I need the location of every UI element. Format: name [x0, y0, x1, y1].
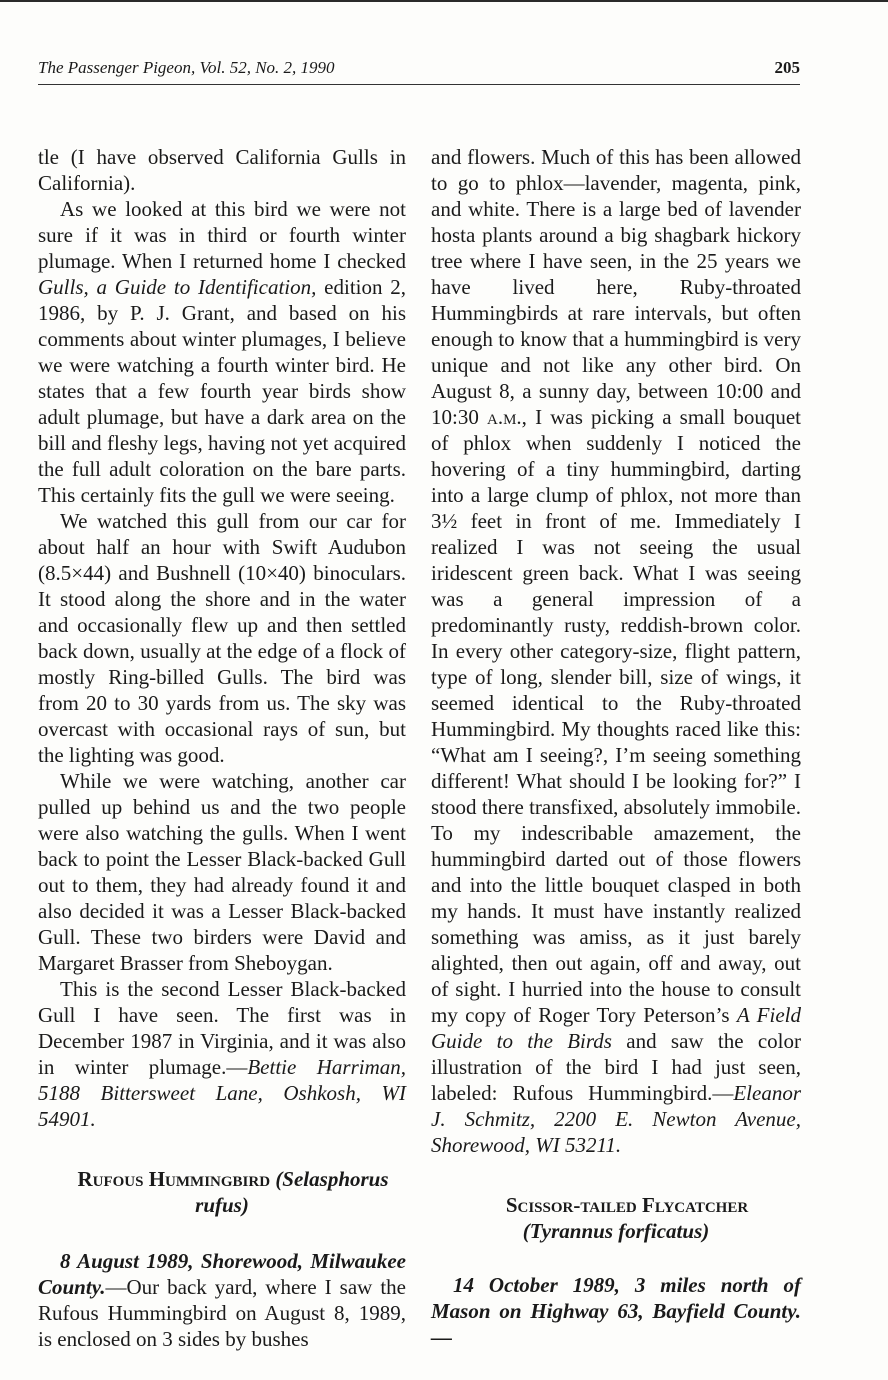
page-number: 205	[774, 58, 800, 77]
left-column	[38, 144, 406, 1352]
book-title: Gulls, a Guide to Identification,	[38, 275, 317, 299]
author-signature: Bettie Harriman, 5188 Bittersweet Lane, Oshkosh, WI 54901.	[38, 1055, 406, 1131]
right-column	[431, 144, 801, 1350]
running-head	[38, 58, 800, 85]
scan-edge-line	[0, 0, 888, 2]
journal-citation: The Passenger Pigeon, Vol. 52, No. 2, 1990	[38, 58, 335, 77]
book-title: A Field Guide to the Birds	[431, 1003, 801, 1053]
paragraph: and flowers. Much of this has been allowed to go to phlox—lavender, magenta, pink, and white. There is a large bed of lavender hosta plants around a big shagbark hickory tree where I have seen, in the 25 years we have lived here, Ruby-throated Hummingbirds at rare intervals, but often enough to know that a hummingbird is very unique and not like any other bird. On August 8, a sunny day, between 10:00 and 10:30 a.m., I was picking a small bouquet of phlox when suddenly I noticed the hovering of a tiny hummingbird, darting into a large clump of phlox, not more than 3½ feet in front of me. Immediately I realized I was not seeing the usual iridescent green back. What I was seeing was a general impression of a predominantly rusty, reddish-brown color. In every other category-size, flight pattern, type of long, slender bill, size of wings, it seemed identical to the Ruby-throated Hummingbird. My thoughts raced like this: “What am I seeing?, I’m seeing something different! What should I be looking for?” I stood there transfixed, absolutely immobile. To my indescribable amazement, the hummingbird darted out of those flowers and into the little bouquet clasped in both my hands. It must have instantly realized something was amiss, as it just barely alighted, then out again, off and away, out of sight. I hurried into the house to consult my copy of Roger Tory Peterson’s A Field Guide to the Birds and saw the color illustration of the bird I had just seen, labeled: Rufous Hummingbird.—Eleanor J. Schmitz, 2200 E. Newton Avenue, Shorewood, WI 53211.	[431, 145, 801, 1157]
paragraph	[431, 1272, 801, 1350]
paragraph: tle (I have observed California Gulls in California).	[38, 145, 406, 195]
section-heading-scissor-tailed-flycatcher: Scissor-tailed Flycatcher (Tyrannus forficatus)	[505, 1193, 749, 1243]
dateline: 8 August 1989, Shorewood, Milwaukee County.	[38, 1249, 406, 1299]
paragraph: As we looked at this bird we were not sure if it was in third or fourth winter plumage. When I returned home I checked Gulls, a Guide to Identification, edition 2, 1986, by P. J. Grant, and based on his comments about winter plumages, I believe we were watching a fourth winter bird. He states that a few fourth year birds show adult plumage, but have a dark area on the bill and fleshy legs, having not yet acquired the full adult coloration on the bare parts. This certainly fits the gull we were seeing.	[38, 197, 407, 507]
dateline: 14 October 1989, 3 miles north of Mason on Highway 63, Bayfield County.—	[431, 1273, 801, 1349]
paragraph: This is the second Lesser Black-backed Gull I have seen. The first was in December 1987 in Virginia, and it was also in winter plumage.—Bettie Harriman, 5188 Bittersweet Lane, Oshkosh, WI 54901.	[38, 977, 406, 1131]
section-heading-rufous-hummingbird: Rufous Hummingbird (Selasphorus rufus)	[77, 1167, 389, 1217]
author-signature: Eleanor J. Schmitz, 2200 E. Newton Avenue, Shorewood, WI 53211.	[431, 1081, 801, 1157]
paragraph: While we were watching, another car pulled up behind us and the two people were also watching the gulls. When I went back to point the Lesser Black-backed Gull out to them, they had already found it and also decided it was a Lesser Black-backed Gull. These two birders were David and Margaret Brasser from Sheboygan.	[38, 769, 406, 975]
paragraph: We watched this gull from our car for about half an hour with Swift Audubon (8.5×44) and Bushnell (10×40) binoculars. It stood along the shore and in the water and occasionally flew up and then settled back down, usually at the edge of a flock of mostly Ring-billed Gulls. The bird was from 20 to 30 yards from us. The sky was overcast with occasional rays of sun, but the lighting was good.	[38, 509, 406, 767]
paragraph: 8 August 1989, Shorewood, Milwaukee County.—Our back yard, where I saw the Rufous Hummingbird on August 8, 1989, is enclosed on 3 sides by bushes	[38, 1249, 406, 1351]
